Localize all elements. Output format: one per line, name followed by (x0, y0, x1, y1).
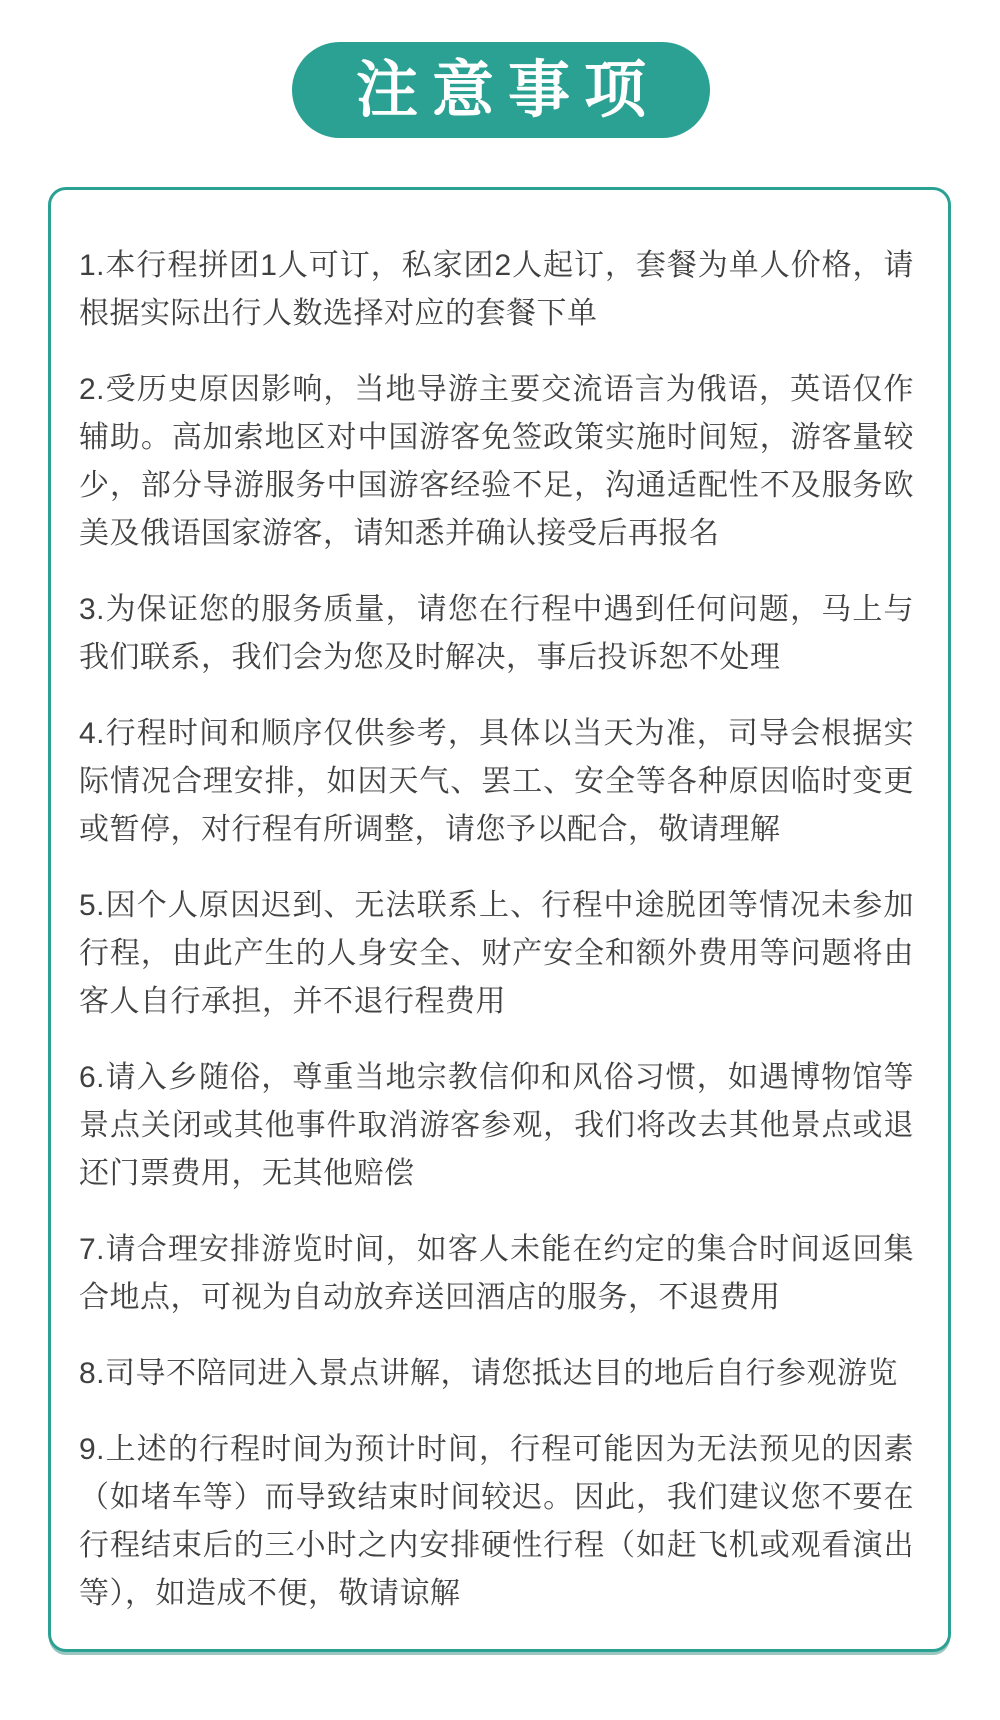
notice-item-2: 2.受历史原因影响，当地导游主要交流语言为俄语，英语仅作辅助。高加索地区对中国游客免签政策实施时间短，游客量较少，部分导游服务中国游客经验不足，沟通适配性不及服务欧美及俄语国家游客，请知悉并确认接受后再报名 (79, 373, 914, 550)
notice-card (48, 187, 951, 1652)
notice-item-6: 6.请入乡随俗，尊重当地宗教信仰和风俗习惯，如遇博物馆等景点关闭或其他事件取消游客参观，我们将改去其他景点或退还门票费用，无其他赔偿 (79, 1061, 914, 1190)
page-title: 注意事项 (355, 53, 660, 126)
notice-item-7: 7.请合理安排游览时间，如客人未能在约定的集合时间返回集合地点，可视为自动放弃送回酒店的服务，不退费用 (79, 1233, 914, 1314)
notice-item-9: 9.上述的行程时间为预计时间，行程可能因为无法预见的因素（如堵车等）而导致结束时间较迟。因此，我们建议您不要在行程结束后的三小时之内安排硬性行程（如赶飞机或观看演出等），如造成不便，敬请谅解 (79, 1433, 914, 1610)
notice-item-5: 5.因个人原因迟到、无法联系上、行程中途脱团等情况未参加行程，由此产生的人身安全、财产安全和额外费用等问题将由客人自行承担，并不退行程费用 (79, 889, 914, 1018)
notice-item-8: 8.司导不陪同进入景点讲解，请您抵达目的地后自行参观游览 (79, 1357, 899, 1390)
notice-item-1: 1.本行程拼团1人可订，私家团2人起订，套餐为单人价格，请根据实际出行人数选择对应的套餐下单 (79, 249, 914, 330)
notice-item-3: 3.为保证您的服务质量，请您在行程中遇到任何问题，马上与我们联系，我们会为您及时解决，事后投诉恕不处理 (79, 593, 914, 674)
title-badge (292, 42, 710, 138)
notice-item-4: 4.行程时间和顺序仅供参考，具体以当天为准，司导会根据实际情况合理安排，如因天气、罢工、安全等各种原因临时变更或暂停，对行程有所调整，请您予以配合，敬请理解 (79, 717, 914, 846)
